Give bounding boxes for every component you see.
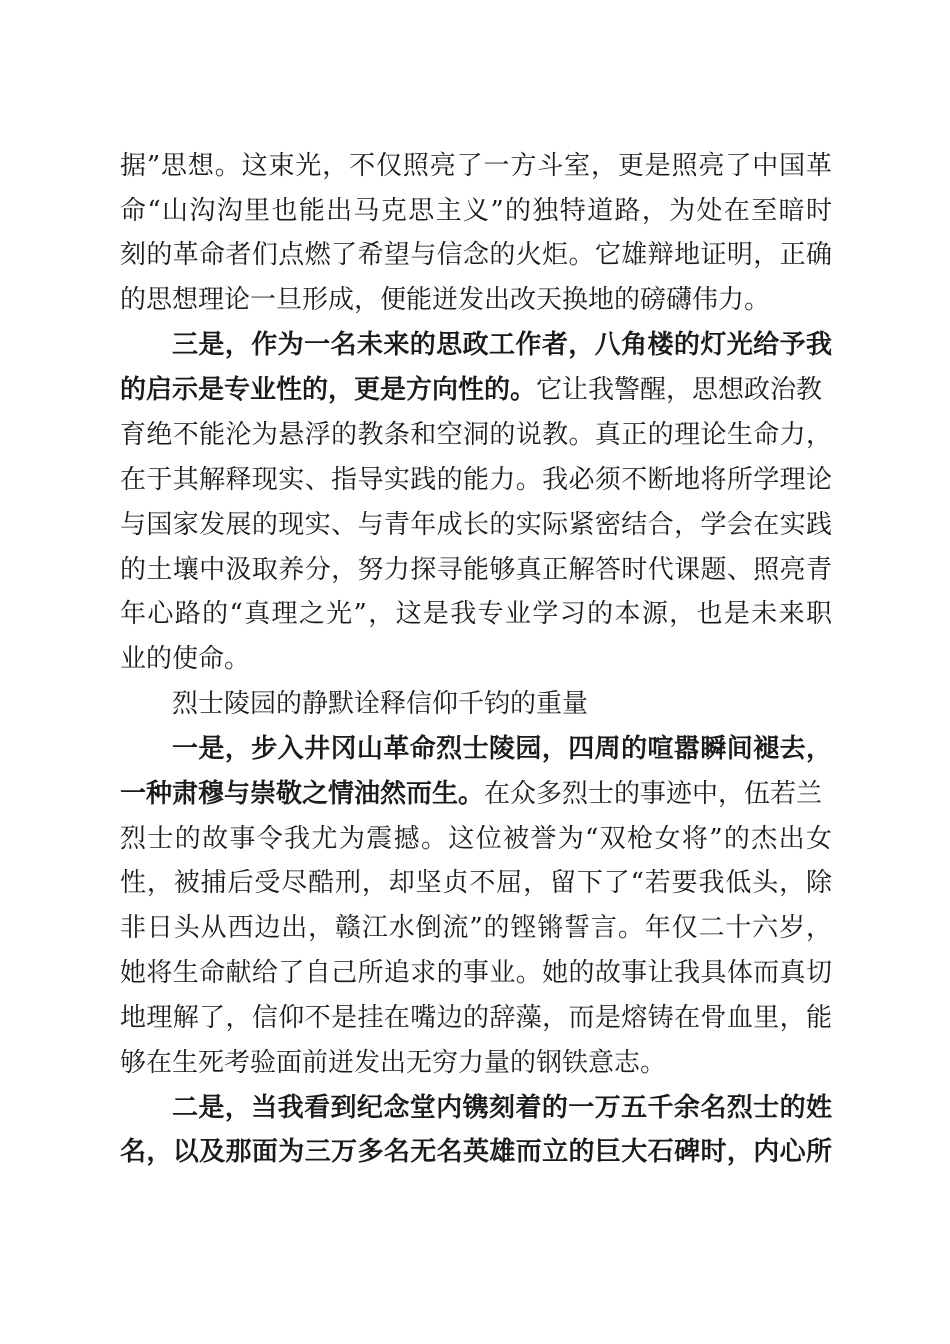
text-line: 育绝不能沦为悬浮的教条和空洞的说教。真正的理论生命力， bbox=[120, 420, 832, 450]
paragraph-lead: 三是，作为一名未来的思政工作者，八角楼的灯光给予我 bbox=[172, 330, 832, 360]
text-line: 的土壤中汲取养分，努力探寻能够真正解答时代课题、照亮青 bbox=[120, 555, 832, 585]
text-line bbox=[120, 772, 832, 816]
text-line: 在于其解释现实、指导实践的能力。我必须不断地将所学理论 bbox=[120, 465, 832, 495]
text-segment: 它让我警醒，思想政治教 bbox=[536, 375, 823, 405]
paragraph-lead: 一是，步入井冈山革命烈士陵园，四周的喧嚣瞬间褪去， bbox=[172, 734, 832, 764]
text-line: 与国家发展的现实、与青年成长的实际紧密结合，学会在实践 bbox=[120, 510, 832, 540]
text-line: 够在生死考验面前迸发出无穷力量的钢铁意志。 bbox=[120, 1048, 667, 1078]
text-line: 业的使命。 bbox=[120, 644, 251, 674]
section-heading: 烈士陵园的静默诠释信仰千钧的重量 bbox=[172, 689, 589, 719]
paragraph-lead: 二是，当我看到纪念堂内镌刻着的一万五千余名烈士的姓 bbox=[172, 1093, 832, 1123]
text-line: 名，以及那面为三万多名无名英雄而立的巨大石碑时，内心所 bbox=[120, 1137, 832, 1167]
text-line: 非日头从西边出，赣江水倒流”的铿锵誓言。年仅二十六岁， bbox=[120, 913, 832, 943]
text-line: 的思想理论一旦形成，便能迸发出改天换地的磅礴伟力。 bbox=[120, 285, 771, 315]
text-line: 性，被捕后受尽酷刑，却坚贞不屈，留下了“若要我低头，除 bbox=[120, 868, 832, 898]
text-line: 烈士的故事令我尤为震撼。这位被誉为“双枪女将”的杰出女 bbox=[120, 824, 832, 854]
text-segment: 在众多烈士的事迹中，伍若兰 bbox=[484, 779, 823, 809]
text-line: 年心路的“真理之光”，这是我专业学习的本源，也是未来职 bbox=[120, 599, 832, 629]
text-line: 她将生命献给了自己所追求的事业。她的故事让我具体而真切 bbox=[120, 958, 832, 988]
bold-clause: 一种肃穆与崇敬之情油然而生。 bbox=[120, 779, 485, 809]
text-line: 地理解了，信仰不是挂在嘴边的辞藻，而是熔铸在骨血里，能 bbox=[120, 1003, 832, 1033]
text-line: 刻的革命者们点燃了希望与信念的火炬。它雄辩地证明，正确 bbox=[120, 240, 832, 270]
bold-clause: 的启示是专业性的，更是方向性的。 bbox=[120, 375, 537, 405]
text-line: 命“山沟沟里也能出马克思主义”的独特道路，为处在至暗时 bbox=[120, 196, 832, 226]
text-line: 据”思想。这束光，不仅照亮了一方斗室，更是照亮了中国革 bbox=[120, 151, 832, 181]
text-line bbox=[120, 368, 832, 412]
